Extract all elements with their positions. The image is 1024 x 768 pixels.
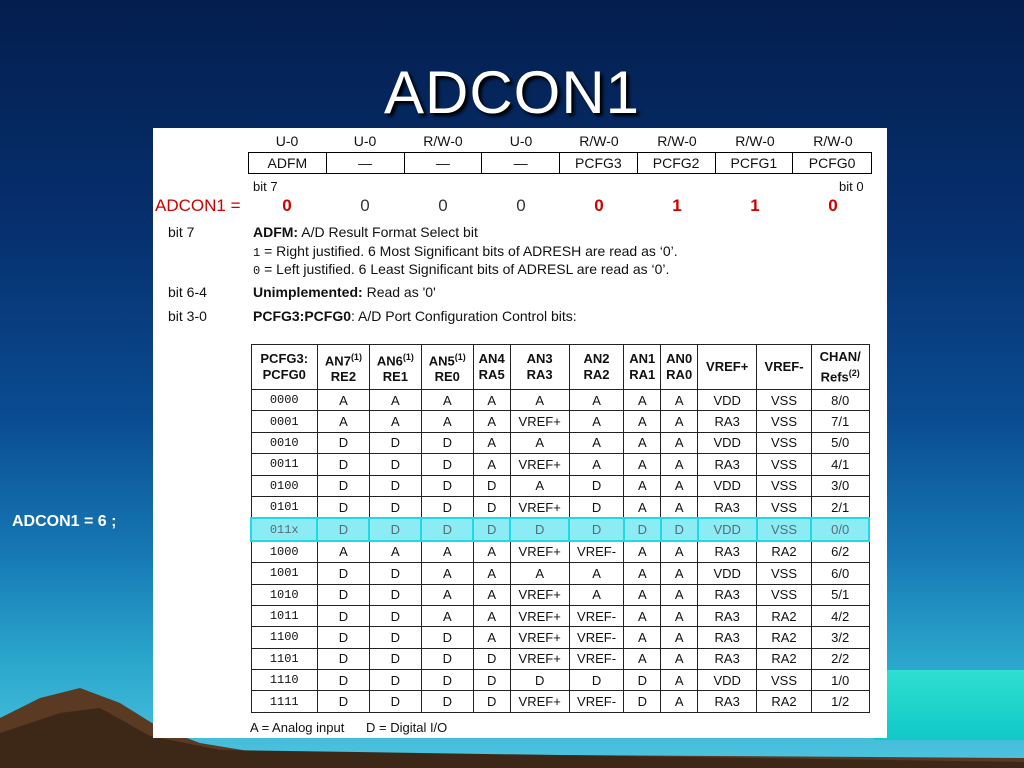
pcfg-cell: VREF-: [569, 648, 624, 669]
table-row: [251, 496, 869, 518]
pcfg-cell: A: [661, 496, 698, 518]
pcfg-cell: D: [473, 496, 510, 518]
pcfg-cell: D: [569, 518, 624, 540]
sea-strip: [874, 670, 1024, 740]
pcfg-header-3: AN5$^{(1)}$ RE0: [421, 345, 473, 390]
pcfg-cell: A: [569, 390, 624, 411]
pcfg-code-cell: 0010: [251, 432, 317, 453]
table-row: [251, 411, 869, 432]
pcfg-cell: A: [624, 496, 661, 518]
pcfg-cell: A: [661, 627, 698, 648]
side-note: ADCON1 = 6 ;: [12, 513, 117, 530]
pcfg-cell: A: [624, 563, 661, 584]
pcfg-cell: D: [317, 432, 369, 453]
pcfg-code-cell: 1101: [251, 648, 317, 669]
pcfg-cell: D: [317, 518, 369, 540]
pcfg-header-row: [251, 345, 869, 390]
pcfg-cell: VREF+: [510, 691, 569, 712]
table-row: [251, 605, 869, 626]
pcfg-cell: D: [369, 518, 421, 540]
pcfg-code-cell: 011x: [251, 518, 317, 540]
bit-high-label: bit 7: [253, 179, 278, 194]
access-bit6: U-0: [353, 133, 377, 149]
pcfg-cell: 6/2: [811, 541, 869, 563]
pcfg-cell: VSS: [757, 432, 812, 453]
bit64-label: bit 6-4: [168, 284, 207, 300]
pcfg-cell: D: [369, 627, 421, 648]
pcfg-cell: A: [624, 584, 661, 605]
pcfg-header-6: AN2 RA2: [569, 345, 624, 390]
pcfg-cell: D: [317, 563, 369, 584]
bit-low-label: bit 0: [839, 179, 864, 194]
pcfg-cell: VDD: [698, 432, 757, 453]
pcfg-cell: RA2: [757, 541, 812, 563]
table-row: [251, 541, 869, 563]
pcfg-cell: A: [569, 432, 624, 453]
table-row: [251, 563, 869, 584]
pcfg-cell: D: [569, 475, 624, 496]
pcfg-cell: A: [421, 411, 473, 432]
bitname-6: —: [327, 153, 405, 173]
pcfg-body: [251, 390, 869, 713]
pcfg-cell: VSS: [757, 411, 812, 432]
pcfg-cell: 3/0: [811, 475, 869, 496]
pcfg-cell: A: [510, 390, 569, 411]
access-bit1: R/W-0: [735, 133, 775, 149]
pcfg-code-cell: 0000: [251, 390, 317, 411]
pcfg-cell: 6/0: [811, 563, 869, 584]
pcfg-cell: A: [624, 648, 661, 669]
pcfg-cell: VDD: [698, 475, 757, 496]
pcfg-cell: D: [369, 496, 421, 518]
register-bit-names: [248, 152, 872, 174]
pcfg-cell: D: [317, 648, 369, 669]
pcfg-cell: D: [569, 496, 624, 518]
pcfg-cell: A: [421, 390, 473, 411]
pcfg-cell: 2/1: [811, 496, 869, 518]
pcfg-cell: VREF+: [510, 411, 569, 432]
pcfg-cell: D: [317, 584, 369, 605]
pcfg-cell: A: [421, 563, 473, 584]
pcfg-header-4: AN4 RA5: [473, 345, 510, 390]
pcfg-cell: VREF+: [510, 627, 569, 648]
pcfg-code-cell: 0011: [251, 454, 317, 475]
table-row: [251, 670, 869, 691]
pcfg-code-cell: 0001: [251, 411, 317, 432]
register-values: [248, 196, 872, 216]
pcfg-cell: A: [624, 454, 661, 475]
pcfg-cell: D: [421, 432, 473, 453]
pcfg-cell: VSS: [757, 454, 812, 475]
pcfg-cell: A: [369, 541, 421, 563]
pcfg-cell: RA3: [698, 411, 757, 432]
pcfg-cell: A: [661, 541, 698, 563]
pcfg-code-cell: 1100: [251, 627, 317, 648]
pcfg-cell: VREF+: [510, 541, 569, 563]
pcfg-cell: VREF-: [569, 541, 624, 563]
pcfg-cell: D: [421, 518, 473, 540]
pcfg-cell: A: [624, 627, 661, 648]
table-legend: A = Analog input D = Digital I/O: [250, 720, 448, 735]
access-bit0: R/W-0: [813, 133, 853, 149]
value-bit4: 0: [516, 196, 526, 215]
pcfg-cell: D: [624, 518, 661, 540]
pcfg-cell: D: [317, 605, 369, 626]
bitname-0: PCFG0: [808, 155, 856, 171]
pcfg-header-11: CHAN/ Refs$^{(2)}$: [811, 345, 869, 390]
access-bit3: R/W-0: [579, 133, 619, 149]
pcfg-cell: A: [624, 475, 661, 496]
pcfg-cell: A: [369, 411, 421, 432]
pcfg-cell: A: [369, 390, 421, 411]
pcfg-cell: D: [421, 670, 473, 691]
unimpl-name: Unimplemented:: [253, 284, 363, 300]
pcfg-cell: VSS: [757, 563, 812, 584]
pcfg-cell: VSS: [757, 496, 812, 518]
pcfg-cell: 2/2: [811, 648, 869, 669]
pcfg-cell: A: [661, 691, 698, 712]
pcfg-cell: VDD: [698, 518, 757, 540]
table-row: [251, 648, 869, 669]
pcfg-cell: 8/0: [811, 390, 869, 411]
table-row: [251, 518, 869, 540]
pcfg-cell: A: [661, 475, 698, 496]
pcfg-cell: D: [369, 475, 421, 496]
pcfg-cell: A: [510, 475, 569, 496]
pcfg-cell: D: [317, 691, 369, 712]
pcfg-cell: 0/0: [811, 518, 869, 540]
pcfg-cell: A: [661, 411, 698, 432]
pcfg-cell: A: [661, 432, 698, 453]
pcfg-cell: VREF+: [510, 454, 569, 475]
adfm-name: ADFM:: [253, 224, 299, 240]
pcfg-header-2: AN6$^{(1)}$ RE1: [369, 345, 421, 390]
pcfg-cell: A: [661, 670, 698, 691]
value-bit0: 0: [828, 196, 838, 215]
pcfg-cell: VREF-: [569, 691, 624, 712]
pcfg-cell: A: [661, 648, 698, 669]
bitname-1: PCFG1: [716, 153, 794, 173]
pcfg-cell: RA2: [757, 627, 812, 648]
pcfg-code-cell: 0101: [251, 496, 317, 518]
pcfg-cell: D: [369, 584, 421, 605]
pcfg-cell: A: [661, 390, 698, 411]
pcfg-cell: VDD: [698, 670, 757, 691]
pcfg-cell: VSS: [757, 670, 812, 691]
pcfg-cell: VSS: [757, 390, 812, 411]
pcfg-cell: D: [421, 454, 473, 475]
value-bit3: 0: [594, 196, 604, 215]
pcfg-cell: 5/0: [811, 432, 869, 453]
pcfg-header-10: VREF-: [757, 345, 812, 390]
pcfg-code-cell: 1111: [251, 691, 317, 712]
table-row: [251, 584, 869, 605]
pcfg-cell: VREF-: [569, 627, 624, 648]
pcfg-cell: D: [369, 605, 421, 626]
pcfg-cell: VREF+: [510, 648, 569, 669]
pcfg-header-0: PCFG3: PCFG0: [251, 345, 317, 390]
pcfg-cell: VDD: [698, 563, 757, 584]
value-bit1: 1: [750, 196, 760, 215]
pcfg-cell: D: [317, 670, 369, 691]
pcfg-cell: D: [317, 454, 369, 475]
adfm-1-code: 1: [253, 246, 261, 260]
adfm-text: A/D Result Format Select bit: [298, 224, 478, 240]
slide-title: ADCON1: [383, 59, 641, 126]
pcfg-cell: A: [624, 411, 661, 432]
adfm-option-0: [253, 261, 669, 278]
pcfg-cell: D: [421, 627, 473, 648]
pcfg-cell: D: [473, 691, 510, 712]
pcfg-cell: A: [510, 563, 569, 584]
pcfg-cell: A: [624, 432, 661, 453]
pcfg-cell: D: [569, 670, 624, 691]
pcfg-cell: D: [473, 648, 510, 669]
pcfg-cell: 4/2: [811, 605, 869, 626]
pcfg-cell: A: [569, 411, 624, 432]
pcfg-cell: D: [421, 648, 473, 669]
value-bit7: 0: [282, 196, 292, 215]
pcfg-cell: A: [317, 411, 369, 432]
unimplemented-description: [253, 284, 436, 300]
pcfg-cell: RA2: [757, 605, 812, 626]
pcfg-cell: VSS: [757, 584, 812, 605]
value-bit2: 1: [672, 196, 682, 215]
register-value-label: ADCON1 =: [155, 196, 241, 215]
pcfg-cell: A: [473, 584, 510, 605]
pcfg-cell: D: [369, 670, 421, 691]
pcfg-cell: D: [473, 518, 510, 540]
pcfg-description: [253, 308, 577, 324]
pcfg-cell: A: [473, 605, 510, 626]
pcfg-cell: D: [473, 475, 510, 496]
pcfg-cell: VSS: [757, 518, 812, 540]
pcfg-cell: A: [661, 605, 698, 626]
pcfg-cell: A: [661, 563, 698, 584]
bit7-label: bit 7: [168, 224, 195, 240]
pcfg-cell: VREF+: [510, 605, 569, 626]
value-bit5: 0: [438, 196, 448, 215]
pcfg-cell: D: [369, 432, 421, 453]
bitname-3: PCFG3: [560, 153, 638, 173]
pcfg-cell: RA3: [698, 648, 757, 669]
access-bit2: R/W-0: [657, 133, 697, 149]
adfm-description: [253, 224, 478, 240]
pcfg-cell: D: [421, 475, 473, 496]
bitname-7: ADFM: [249, 153, 327, 173]
pcfg-cell: 3/2: [811, 627, 869, 648]
pcfg-code-cell: 1000: [251, 541, 317, 563]
unimpl-text: Read as '0': [362, 284, 436, 300]
pcfg-cell: 1/2: [811, 691, 869, 712]
pcfg-cell: A: [421, 584, 473, 605]
pcfg-cell: 7/1: [811, 411, 869, 432]
pcfg-cell: VSS: [757, 475, 812, 496]
pcfg-cell: A: [661, 454, 698, 475]
value-bit6: 0: [360, 196, 370, 215]
pcfg-cell: RA3: [698, 541, 757, 563]
pcfg-cell: A: [317, 541, 369, 563]
pcfg-cell: 1/0: [811, 670, 869, 691]
pcfg-cell: A: [473, 627, 510, 648]
pcfg-cell: D: [317, 496, 369, 518]
pcfg-cell: RA3: [698, 454, 757, 475]
pcfg-code-cell: 0100: [251, 475, 317, 496]
register-access-row: [248, 133, 872, 149]
pcfg-code-cell: 1011: [251, 605, 317, 626]
pcfg-cell: D: [421, 691, 473, 712]
pcfg-cell: VDD: [698, 390, 757, 411]
pcfg-cell: RA3: [698, 627, 757, 648]
pcfg-cell: RA3: [698, 496, 757, 518]
pcfg-cell: D: [473, 670, 510, 691]
pcfg-cell: D: [369, 691, 421, 712]
pcfg-cell: A: [317, 390, 369, 411]
register-panel: [153, 128, 887, 738]
pcfg-code-cell: 1110: [251, 670, 317, 691]
pcfg-header-1: AN7$^{(1)}$ RE2: [317, 345, 369, 390]
pcfg-header-7: AN1 RA1: [624, 345, 661, 390]
pcfg-cell: A: [421, 541, 473, 563]
pcfg-cell: A: [473, 563, 510, 584]
pcfg-cell: A: [569, 563, 624, 584]
table-row: [251, 432, 869, 453]
pcfg-text: : A/D Port Configuration Control bits:: [351, 308, 577, 324]
pcfg-cell: 5/1: [811, 584, 869, 605]
pcfg-cell: D: [624, 691, 661, 712]
pcfg-cell: A: [473, 454, 510, 475]
pcfg-table: [250, 344, 870, 713]
pcfg-cell: A: [569, 584, 624, 605]
pcfg-cell: VREF+: [510, 584, 569, 605]
pcfg-cell: D: [510, 518, 569, 540]
table-row: [251, 691, 869, 712]
pcfg-name: PCFG3:PCFG0: [253, 308, 352, 324]
pcfg-header-9: VREF+: [698, 345, 757, 390]
pcfg-header-8: AN0 RA0: [661, 345, 698, 390]
pcfg-cell: RA3: [698, 584, 757, 605]
pcfg-cell: D: [661, 518, 698, 540]
bit30-label: bit 3-0: [168, 308, 207, 324]
adfm-0-text: = Left justified. 6 Least Significant bits of ADRESL are read as ‘0’.: [260, 261, 670, 277]
pcfg-cell: A: [624, 390, 661, 411]
access-bit5: R/W-0: [423, 133, 463, 149]
pcfg-cell: A: [569, 454, 624, 475]
pcfg-code-cell: 1010: [251, 584, 317, 605]
bitname-4: —: [482, 153, 560, 173]
pcfg-cell: A: [624, 541, 661, 563]
pcfg-cell: D: [369, 454, 421, 475]
pcfg-cell: D: [369, 563, 421, 584]
access-bit7: U-0: [275, 133, 299, 149]
pcfg-cell: A: [473, 432, 510, 453]
pcfg-cell: D: [317, 627, 369, 648]
pcfg-cell: A: [473, 390, 510, 411]
table-row: [251, 475, 869, 496]
bitname-5: —: [405, 153, 483, 173]
access-bit4: U-0: [509, 133, 533, 149]
pcfg-cell: RA2: [757, 691, 812, 712]
table-row: [251, 390, 869, 411]
adfm-option-1: [253, 243, 678, 260]
table-row: [251, 454, 869, 475]
pcfg-cell: D: [624, 670, 661, 691]
adfm-0-code: 0: [253, 264, 261, 278]
table-row: [251, 627, 869, 648]
pcfg-cell: D: [317, 475, 369, 496]
pcfg-cell: A: [421, 605, 473, 626]
pcfg-cell: A: [624, 605, 661, 626]
pcfg-cell: A: [661, 584, 698, 605]
pcfg-cell: D: [510, 670, 569, 691]
pcfg-cell: A: [473, 411, 510, 432]
pcfg-cell: RA3: [698, 691, 757, 712]
pcfg-header-5: AN3 RA3: [510, 345, 569, 390]
pcfg-cell: D: [369, 648, 421, 669]
pcfg-code-cell: 1001: [251, 563, 317, 584]
pcfg-cell: VREF+: [510, 496, 569, 518]
pcfg-cell: A: [473, 541, 510, 563]
pcfg-cell: A: [510, 432, 569, 453]
pcfg-cell: RA2: [757, 648, 812, 669]
bitname-2: PCFG2: [638, 153, 716, 173]
pcfg-cell: VREF-: [569, 605, 624, 626]
pcfg-cell: RA3: [698, 605, 757, 626]
adfm-1-text: = Right justified. 6 Most Significant bits of ADRESH are read as ‘0’.: [260, 243, 678, 259]
pcfg-cell: 4/1: [811, 454, 869, 475]
pcfg-cell: D: [421, 496, 473, 518]
